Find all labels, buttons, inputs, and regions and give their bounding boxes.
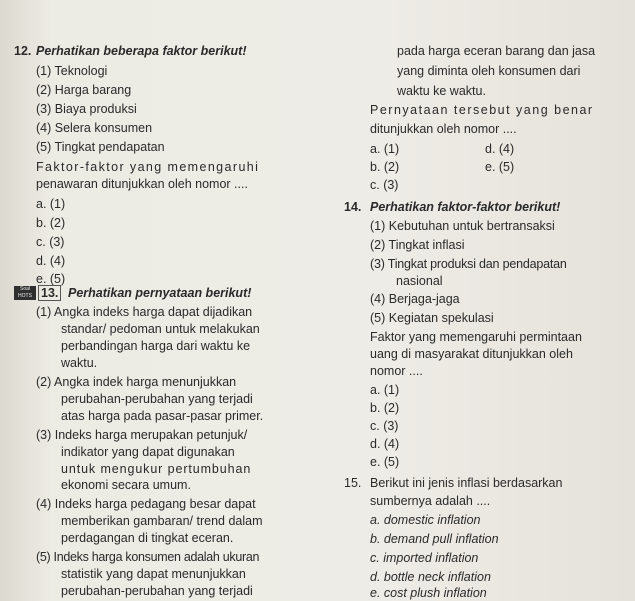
q15-option-c: c. imported inflation [370, 551, 479, 565]
q14-item: (5) Kegiatan spekulasi [370, 311, 494, 325]
q13-statement: atas harga pada pasar-pasar primer. [61, 409, 264, 423]
q13-stem: Pernyataan tersebut yang benar [370, 103, 594, 117]
q12-option-a: a. (1) [36, 197, 66, 211]
q12-item: (1) Teknologi [36, 64, 108, 78]
q14-option-a: a. (1) [370, 383, 400, 397]
q13-statement: perbandingan harga dari waktu ke [61, 339, 251, 353]
hots-badge: Soal HOTS [14, 286, 36, 300]
q13-statement: (1) Angka indeks harga dapat dijadikan [36, 305, 253, 319]
q14-item: (2) Tingkat inflasi [370, 238, 465, 252]
q15-title: sumbernya adalah .... [370, 494, 491, 508]
q14-title: Perhatikan faktor-faktor berikut! [370, 200, 561, 214]
q15-option-a: a. domestic inflation [370, 513, 481, 527]
q13-stem: ditunjukkan oleh nomor .... [370, 122, 517, 136]
q13-continuation: pada harga eceran barang dan jasa [397, 44, 596, 58]
q13-statement: indikator yang dapat digunakan [61, 445, 235, 459]
q13-option-b: b. (2) [370, 160, 400, 174]
q12-item: (4) Selera konsumen [36, 121, 153, 135]
q13-statement: standar/ pedoman untuk melakukan [61, 322, 260, 336]
q13-number: 13. [38, 285, 61, 301]
q14-option-d: d. (4) [370, 437, 400, 451]
q13-title: Perhatikan pernyataan berikut! [68, 286, 252, 300]
q14-stem: nomor .... [370, 364, 423, 378]
q12-item: (3) Biaya produksi [36, 102, 137, 116]
q13-statement: perdagangan di tingkat eceran. [61, 531, 234, 545]
q14-item: (1) Kebutuhan untuk bertransaksi [370, 219, 555, 233]
q12-option-e: e. (5) [36, 272, 66, 286]
q13-option-a: a. (1) [370, 142, 400, 156]
q12-stem: penawaran ditunjukkan oleh nomor .... [36, 177, 248, 191]
q13-statement: statistik yang dapat menunjukkan [61, 567, 246, 581]
q14-stem: uang di masyarakat ditunjukkan oleh [370, 347, 573, 361]
q13-statement: (3) Indeks harga merupakan petunjuk/ [36, 428, 248, 442]
q13-statement: perubahan-perubahan yang terjadi [61, 392, 253, 406]
q14-option-e: e. (5) [370, 455, 400, 469]
q13-statement: (4) Indeks harga pedagang besar dapat [36, 497, 256, 511]
q15-title: Berikut ini jenis inflasi berdasarkan [370, 476, 563, 490]
q14-stem: Faktor yang memengaruhi permintaan [370, 330, 582, 344]
q13-statement: (2) Angka indek harga menunjukkan [36, 375, 237, 389]
q12-item: (2) Harga barang [36, 83, 132, 97]
q12-title: Perhatikan beberapa faktor berikut! [36, 44, 247, 58]
q12-option-b: b. (2) [36, 216, 66, 230]
q15-option-d: d. bottle neck inflation [370, 570, 491, 584]
q13-continuation: waktu ke waktu. [397, 84, 486, 98]
q13-statement: ekonomi secara umum. [61, 478, 191, 492]
q15-option-e: e. cost plush inflation [370, 586, 487, 600]
q14-number: 14. [344, 200, 362, 214]
q13-statement: (5) Indeks harga konsumen adalah ukuran [36, 550, 260, 564]
q14-option-c: c. (3) [370, 419, 399, 433]
q13-option-e: e. (5) [485, 160, 515, 174]
q12-stem: Faktor-faktor yang memengaruhi [36, 160, 260, 174]
q13-statement: memberikan gambaran/ trend dalam [61, 514, 263, 528]
q15-number: 15. [344, 476, 362, 490]
q13-continuation: yang diminta oleh konsumen dari [397, 64, 581, 78]
q12-option-c: c. (3) [36, 235, 65, 249]
q13-statement: untuk mengukur pertumbuhan [61, 462, 252, 476]
q12-option-d: d. (4) [36, 254, 66, 268]
q12-number: 12. [14, 44, 32, 58]
q14-item: (3) Tingkat produksi dan pendapatan [370, 257, 567, 271]
q13-statement: waktu. [61, 356, 98, 370]
q12-item: (5) Tingkat pendapatan [36, 140, 165, 154]
q13-statement: perubahan-perubahan yang terjadi [61, 584, 253, 598]
q15-option-b: b. demand pull inflation [370, 532, 499, 546]
q14-option-b: b. (2) [370, 401, 400, 415]
q13-option-c: c. (3) [370, 178, 399, 192]
q14-item: (4) Berjaga-jaga [370, 292, 460, 306]
q14-item: nasional [396, 274, 443, 288]
q13-option-d: d. (4) [485, 142, 515, 156]
